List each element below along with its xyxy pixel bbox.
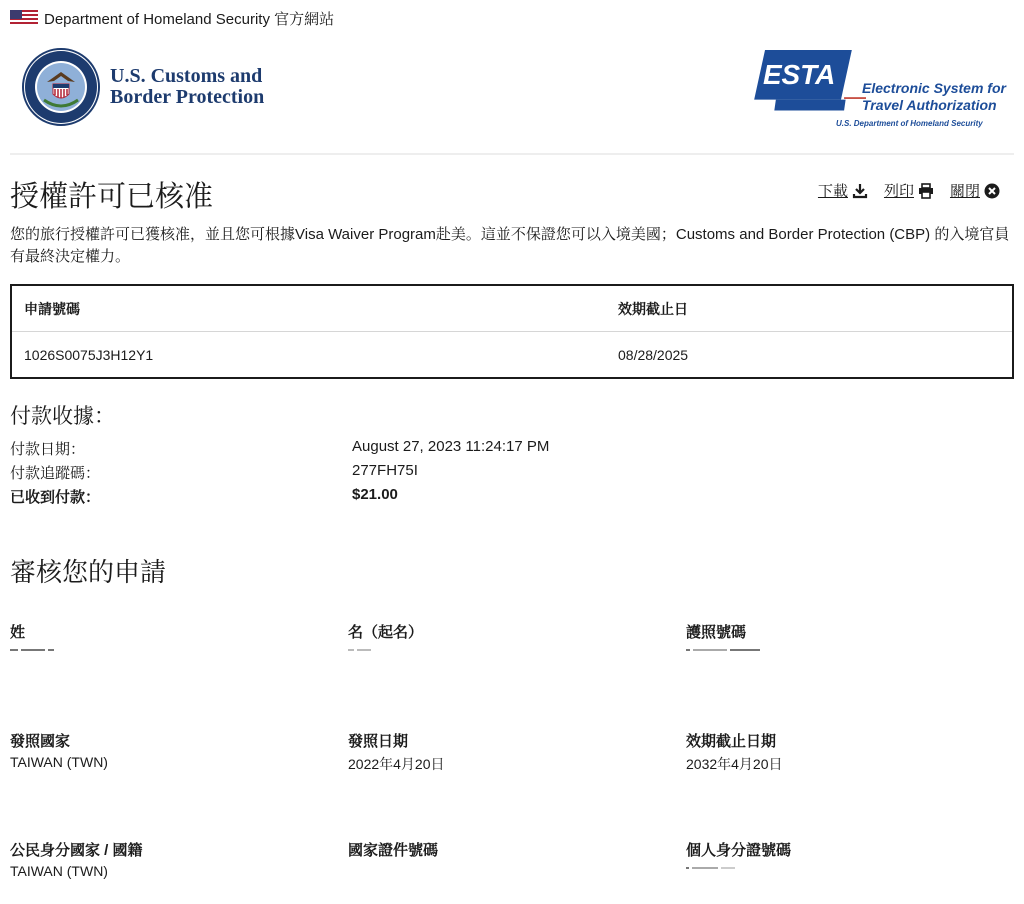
redacted-value (686, 649, 1006, 655)
expiry-date-header: 效期截止日 (618, 300, 688, 317)
print-link[interactable] (884, 180, 934, 201)
dhs-seal-icon (22, 48, 100, 126)
passport-expiry-value: 2032年4月20日 (686, 756, 783, 772)
issue-date-label: 發照日期 (348, 733, 409, 750)
passport-number-field (686, 621, 1006, 655)
payment-date-value: August 27, 2023 11:24:17 PM (352, 438, 550, 455)
citizenship-value: TAIWAN (TWN) (10, 863, 108, 879)
download-label: 下載 (817, 183, 848, 200)
action-links (818, 180, 1000, 201)
redacted-value (348, 649, 668, 655)
cbp-name-line2: Border Protection (110, 86, 265, 108)
esta-dhs-text: U.S. Department of Homeland Security (836, 119, 983, 128)
esta-badge-icon (740, 50, 866, 112)
payment-received-value: $21.00 (352, 486, 398, 503)
payment-tracking-label: 付款追蹤碼： (10, 465, 101, 482)
print-label: 列印 (883, 183, 914, 200)
close-label: 關閉 (949, 183, 980, 200)
page-title: 授權許可已核准 (10, 181, 214, 213)
close-link[interactable] (950, 180, 1000, 201)
payment-received-row (10, 486, 710, 510)
issuing-country-field (10, 730, 330, 770)
review-title: 審核您的申請 (10, 557, 167, 587)
payment-date-row (10, 438, 710, 462)
issuing-country-label: 發照國家 (10, 733, 71, 750)
application-number: 1026S0075J3H12Y1 (24, 347, 154, 363)
download-icon (852, 183, 868, 199)
payment-tracking-value: 277FH75I (352, 462, 418, 479)
approval-intro: 您的旅行授權許可已獲核准，並且您可根據Visa Waiver Program赴美。這並不保證您可以入境美國；Customs and Border Protection (CBP) 的入境官員有最終決定權力。 (10, 226, 1010, 265)
payment-receipt-title: 付款收據： (10, 405, 115, 428)
cbp-logo[interactable] (22, 48, 264, 126)
us-flag-icon (10, 10, 38, 26)
national-id-field (348, 839, 668, 863)
given-name-field (348, 621, 668, 655)
application-number-header: 申請號碼 (24, 300, 80, 317)
authorization-header-row (12, 286, 1012, 332)
esta-subtitle (862, 80, 1006, 114)
close-icon (984, 183, 1000, 199)
payment-received-label: 已收到付款： (10, 489, 101, 506)
national-id-label: 國家證件號碼 (348, 842, 439, 859)
esta-logo[interactable] (740, 48, 1010, 132)
given-name-label: 名（起名） (348, 624, 424, 641)
cbp-name-line1: U.S. Customs and (110, 65, 263, 87)
passport-number-label: 護照號碼 (686, 624, 747, 641)
esta-badge-text: ESTA (762, 59, 836, 91)
banner-text: Department of Homeland Security 官方網站 (44, 10, 335, 28)
issue-date-value: 2022年4月20日 (348, 756, 445, 772)
gov-banner (10, 8, 334, 28)
printer-icon (918, 183, 934, 199)
download-link[interactable] (818, 180, 868, 201)
redacted-value (10, 649, 330, 655)
authorization-table (10, 284, 1014, 379)
passport-expiry-label: 效期截止日期 (686, 733, 777, 750)
header-divider (10, 153, 1014, 155)
personal-id-field (686, 839, 1006, 873)
expiry-date: 08/28/2025 (618, 347, 689, 363)
surname-label: 姓 (10, 624, 26, 641)
esta-line2: Travel Authorization (862, 97, 997, 113)
citizenship-field (10, 839, 330, 879)
personal-id-label: 個人身分證號碼 (686, 842, 792, 859)
surname-field (10, 621, 330, 655)
issue-date-field (348, 730, 668, 774)
redacted-value (686, 867, 1006, 873)
payment-date-label: 付款日期： (10, 441, 86, 458)
esta-line1: Electronic System for (862, 80, 1006, 96)
authorization-value-row (12, 332, 1012, 378)
issuing-country-value: TAIWAN (TWN) (10, 754, 108, 770)
passport-expiry-field (686, 730, 1006, 774)
citizenship-label: 公民身分國家 / 國籍 (10, 842, 143, 859)
payment-tracking-row (10, 462, 710, 486)
